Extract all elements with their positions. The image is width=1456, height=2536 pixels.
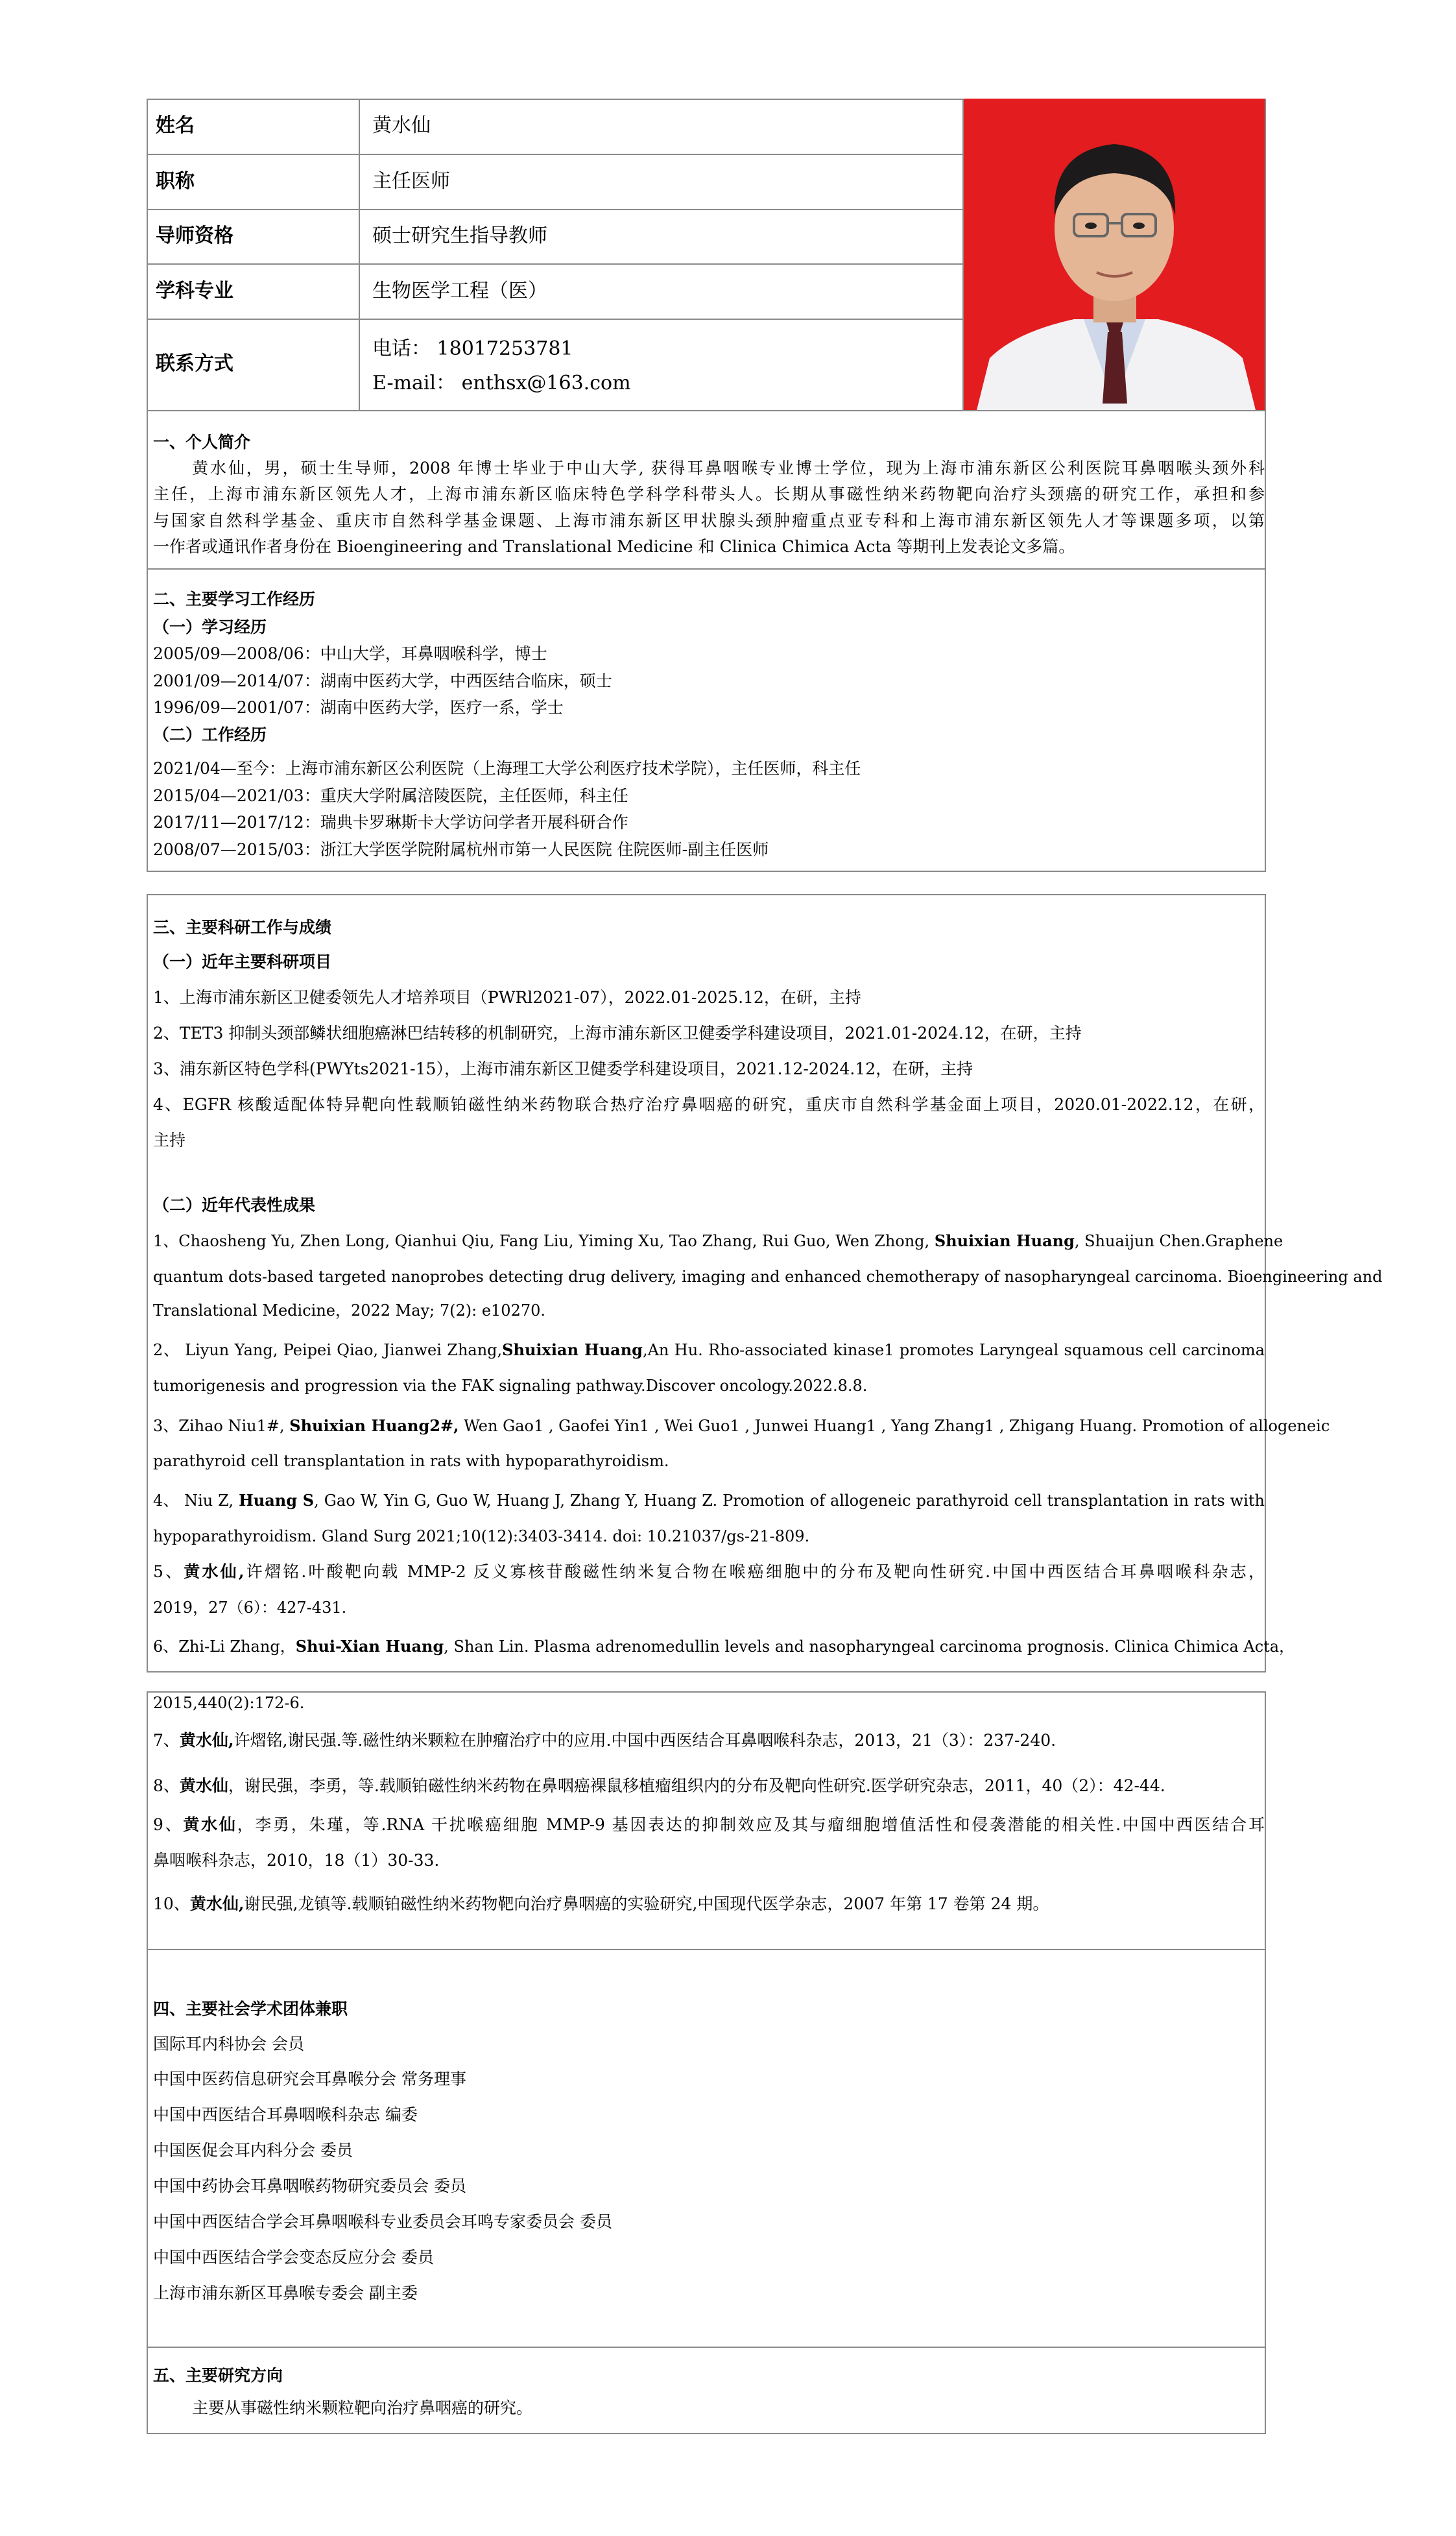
- profile-heading: 一、个人简介: [153, 433, 251, 452]
- work-item: 2008/07—2015/03：浙江大学医学院附属杭州市第一人民医院 住院医师-副主任医师: [153, 840, 769, 859]
- achievement-line: 2、 Liyun Yang, Peipei Qiao, Jianwei Zhang,Shuixian Huang,An Hu. Rho-associated kinase1 promotes Laryngeal squamous cell carcinoma: [153, 1340, 1265, 1359]
- achievement-line: 2019，27（6）：427-431.: [153, 1599, 347, 1617]
- study-item: 2001/09—2014/07：湖南中医药大学，中西医结合临床，硕士: [153, 671, 612, 690]
- society-item: 中国中西医结合学会变态反应分会 委员: [153, 2248, 434, 2267]
- section-divider: [147, 1949, 1266, 1950]
- direction-heading: 五、主要研究方向: [153, 2366, 283, 2385]
- research-continued-box: [147, 1691, 1266, 2434]
- advisor-value: 硕士研究生指导教师: [372, 224, 547, 247]
- work-item: 2015/04—2021/03：重庆大学附属涪陵医院，主任医师，科主任: [153, 786, 628, 805]
- achievement-line: 2015,440(2):172-6.: [153, 1694, 305, 1712]
- achievement-line: 鼻咽喉科杂志，2010，18（1）30-33.: [153, 1851, 440, 1870]
- grid-line: [147, 154, 964, 155]
- achievement-line: 8、黄水仙，谢民强，李勇，等.载顺铂磁性纳米药物在鼻咽癌裸鼠移植瘤组织内的分布及靶向性研究.医学研究杂志，2011，40（2）：42-44.: [153, 1776, 1165, 1795]
- projects-heading: （一）近年主要科研项目: [153, 952, 332, 971]
- achievements-heading: （二）近年代表性成果: [153, 1196, 316, 1214]
- achievement-line: 6、Zhi-Li Zhang，Shui-Xian Huang, Shan Lin. Plasma adrenomedullin levels and nasopharyngeal carcinoma prognosis. Clinica Chimica Acta，: [153, 1637, 1295, 1656]
- societies-heading: 四、主要社会学术团体兼职: [153, 1999, 348, 2018]
- work-heading: （二）工作经历: [153, 725, 267, 744]
- experience-heading: 二、主要学习工作经历: [153, 590, 316, 609]
- email-value: E-mail： enthsx@163.com: [372, 372, 631, 394]
- achievement-line: 4、 Niu Z, Huang S, Gao W, Yin G, Guo W, Huang J, Zhang Y, Huang Z. Promotion of allogeneic parathyroid cell transplantation in rats with: [153, 1491, 1265, 1510]
- portrait-illustration: [964, 99, 1265, 410]
- study-item: 1996/09—2001/07：湖南中医药大学，医疗一系，学士: [153, 698, 564, 717]
- work-item: 2017/11—2017/12：瑞典卡罗琳斯卡大学访问学者开展科研合作: [153, 813, 628, 832]
- study-item: 2005/09—2008/06：中山大学，耳鼻咽喉科学，博士: [153, 644, 547, 663]
- portrait-photo: [964, 99, 1265, 410]
- major-value: 生物医学工程（医）: [372, 280, 547, 302]
- name-label: 姓名: [156, 114, 195, 137]
- achievement-line: quantum dots-based targeted nanoprobes detecting drug delivery, imaging and enhanced chemotherapy of nasopharyngeal carcinoma. Bioengineering and: [153, 1268, 1383, 1286]
- major-label: 学科专业: [156, 280, 233, 302]
- title-value: 主任医师: [372, 170, 450, 193]
- achievement-line: parathyroid cell transplantation in rats with hypoparathyroidism.: [153, 1452, 669, 1470]
- work-item: 2021/04—至今：上海市浦东新区公利医院（上海理工大学公利医疗技术学院），主任医师，科主任: [153, 759, 861, 778]
- society-item: 中国中医药信息研究会耳鼻喉分会 常务理事: [153, 2070, 466, 2088]
- project-item: 1、上海市浦东新区卫健委领先人才培养项目（PWRl2021-07），2022.01-2025.12，在研，主持: [153, 988, 861, 1007]
- society-item: 中国中药协会耳鼻咽喉药物研究委员会 委员: [153, 2177, 466, 2195]
- profile-line: 与国家自然科学基金、重庆市自然科学基金课题、上海市浦东新区甲状腺头颈肿瘤重点亚专科和上海市浦东新区领先人才等课题多项，以第: [153, 511, 1265, 530]
- grid-line: [147, 209, 964, 210]
- grid-line: [359, 99, 360, 410]
- profile-line: 主任，上海市浦东新区领先人才，上海市浦东新区临床特色学科学科带头人。长期从事磁性纳米药物靶向治疗头颈癌的研究工作，承担和参: [153, 485, 1265, 503]
- achievement-line: hypoparathyroidism. Gland Surg 2021;10(12):3403-3414. doi: 10.21037/gs-21-809.: [153, 1527, 810, 1545]
- achievement-line: 10、黄水仙,谢民强,龙镇等.载顺铂磁性纳米药物靶向治疗鼻咽癌的实验研究,中国现代医学杂志，2007 年第 17 卷第 24 期。: [153, 1894, 1049, 1913]
- grid-line: [147, 319, 964, 320]
- project-item: 2、TET3 抑制头颈部鳞状细胞癌淋巴结转移的机制研究，上海市浦东新区卫健委学科建设项目，2021.01-2024.12，在研，主持: [153, 1024, 1082, 1043]
- achievement-line: 9、黄水仙，李勇，朱瑾，等.RNA 干扰喉癌细胞 MMP-9 基因表达的抑制效应及其与瘤细胞增值活性和侵袭潜能的相关性.中国中西医结合耳: [153, 1815, 1265, 1834]
- name-value: 黄水仙: [372, 114, 431, 137]
- society-item: 上海市浦东新区耳鼻喉专委会 副主委: [153, 2284, 418, 2302]
- achievement-line: 3、Zihao Niu1#, Shuixian Huang2#, Wen Gao1 , Gaofei Yin1 , Wei Guo1 , Junwei Huang1 , Yang Zhang1 , Zhigang Huang. Promotion of allogeneic: [153, 1416, 1330, 1435]
- project-item: 4、EGFR 核酸适配体特异靶向性载顺铂磁性纳米药物联合热疗治疗鼻咽癌的研究，重庆市自然科学基金面上项目，2020.01-2022.12，在研，: [153, 1095, 1265, 1114]
- grid-line: [147, 410, 1266, 411]
- project-item: 3、浦东新区特色学科(PWYts2021-15），上海市浦东新区卫健委学科建设项目，2021.12-2024.12，在研，主持: [153, 1059, 973, 1078]
- study-heading: （一）学习经历: [153, 618, 267, 636]
- research-heading: 三、主要科研工作与成绩: [153, 918, 332, 937]
- achievement-line: tumorigenesis and progression via the FAK signaling pathway.Discover oncology.2022.8.8.: [153, 1377, 868, 1395]
- society-item: 国际耳内科协会 会员: [153, 2035, 304, 2053]
- grid-line: [147, 568, 1266, 570]
- contact-label: 联系方式: [156, 352, 233, 375]
- achievement-line: 1、Chaosheng Yu, Zhen Long, Qianhui Qiu, Fang Liu, Yiming Xu, Tao Zhang, Rui Guo, Wen Zhong, Shuixian Huang, Shuaijun Chen.Graphene: [153, 1231, 1283, 1250]
- achievement-line: 5、黄水仙,许熠铭.叶酸靶向载 MMP-2 反义寡核苷酸磁性纳米复合物在喉癌细胞中的分布及靶向性研究.中国中西医结合耳鼻咽喉科杂志，: [153, 1562, 1265, 1581]
- project-item: 主持: [153, 1131, 186, 1150]
- achievement-line: 7、黄水仙,许熠铭,谢民强.等.磁性纳米颗粒在肿瘤治疗中的应用.中国中西医结合耳鼻咽喉科杂志，2013，21（3）：237-240.: [153, 1731, 1056, 1750]
- profile-line: 黄水仙，男，硕士生导师，2008 年博士毕业于中山大学, 获得耳鼻咽喉专业博士学位，现为上海市浦东新区公利医院耳鼻咽喉头颈外科: [192, 459, 1265, 477]
- direction-text: 主要从事磁性纳米颗粒靶向治疗鼻咽癌的研究。: [192, 2398, 533, 2417]
- advisor-label: 导师资格: [156, 224, 233, 247]
- phone-value: 电话： 18017253781: [372, 337, 573, 360]
- profile-line: 一作者或通讯作者身份在 Bioengineering and Translational Medicine 和 Clinica Chimica Acta 等期刊上发表论文多篇。: [153, 537, 1075, 556]
- society-item: 中国医促会耳内科分会 委员: [153, 2141, 353, 2160]
- section-divider: [147, 2347, 1266, 2348]
- society-item: 中国中西医结合耳鼻咽喉科杂志 编委: [153, 2105, 418, 2124]
- society-item: 中国中西医结合学会耳鼻咽喉科专业委员会耳鸣专家委员会 委员: [153, 2212, 612, 2231]
- grid-line: [147, 263, 964, 265]
- title-label: 职称: [156, 170, 195, 193]
- achievement-line: Translational Medicine，2022 May; 7(2): e10270.: [153, 1301, 546, 1320]
